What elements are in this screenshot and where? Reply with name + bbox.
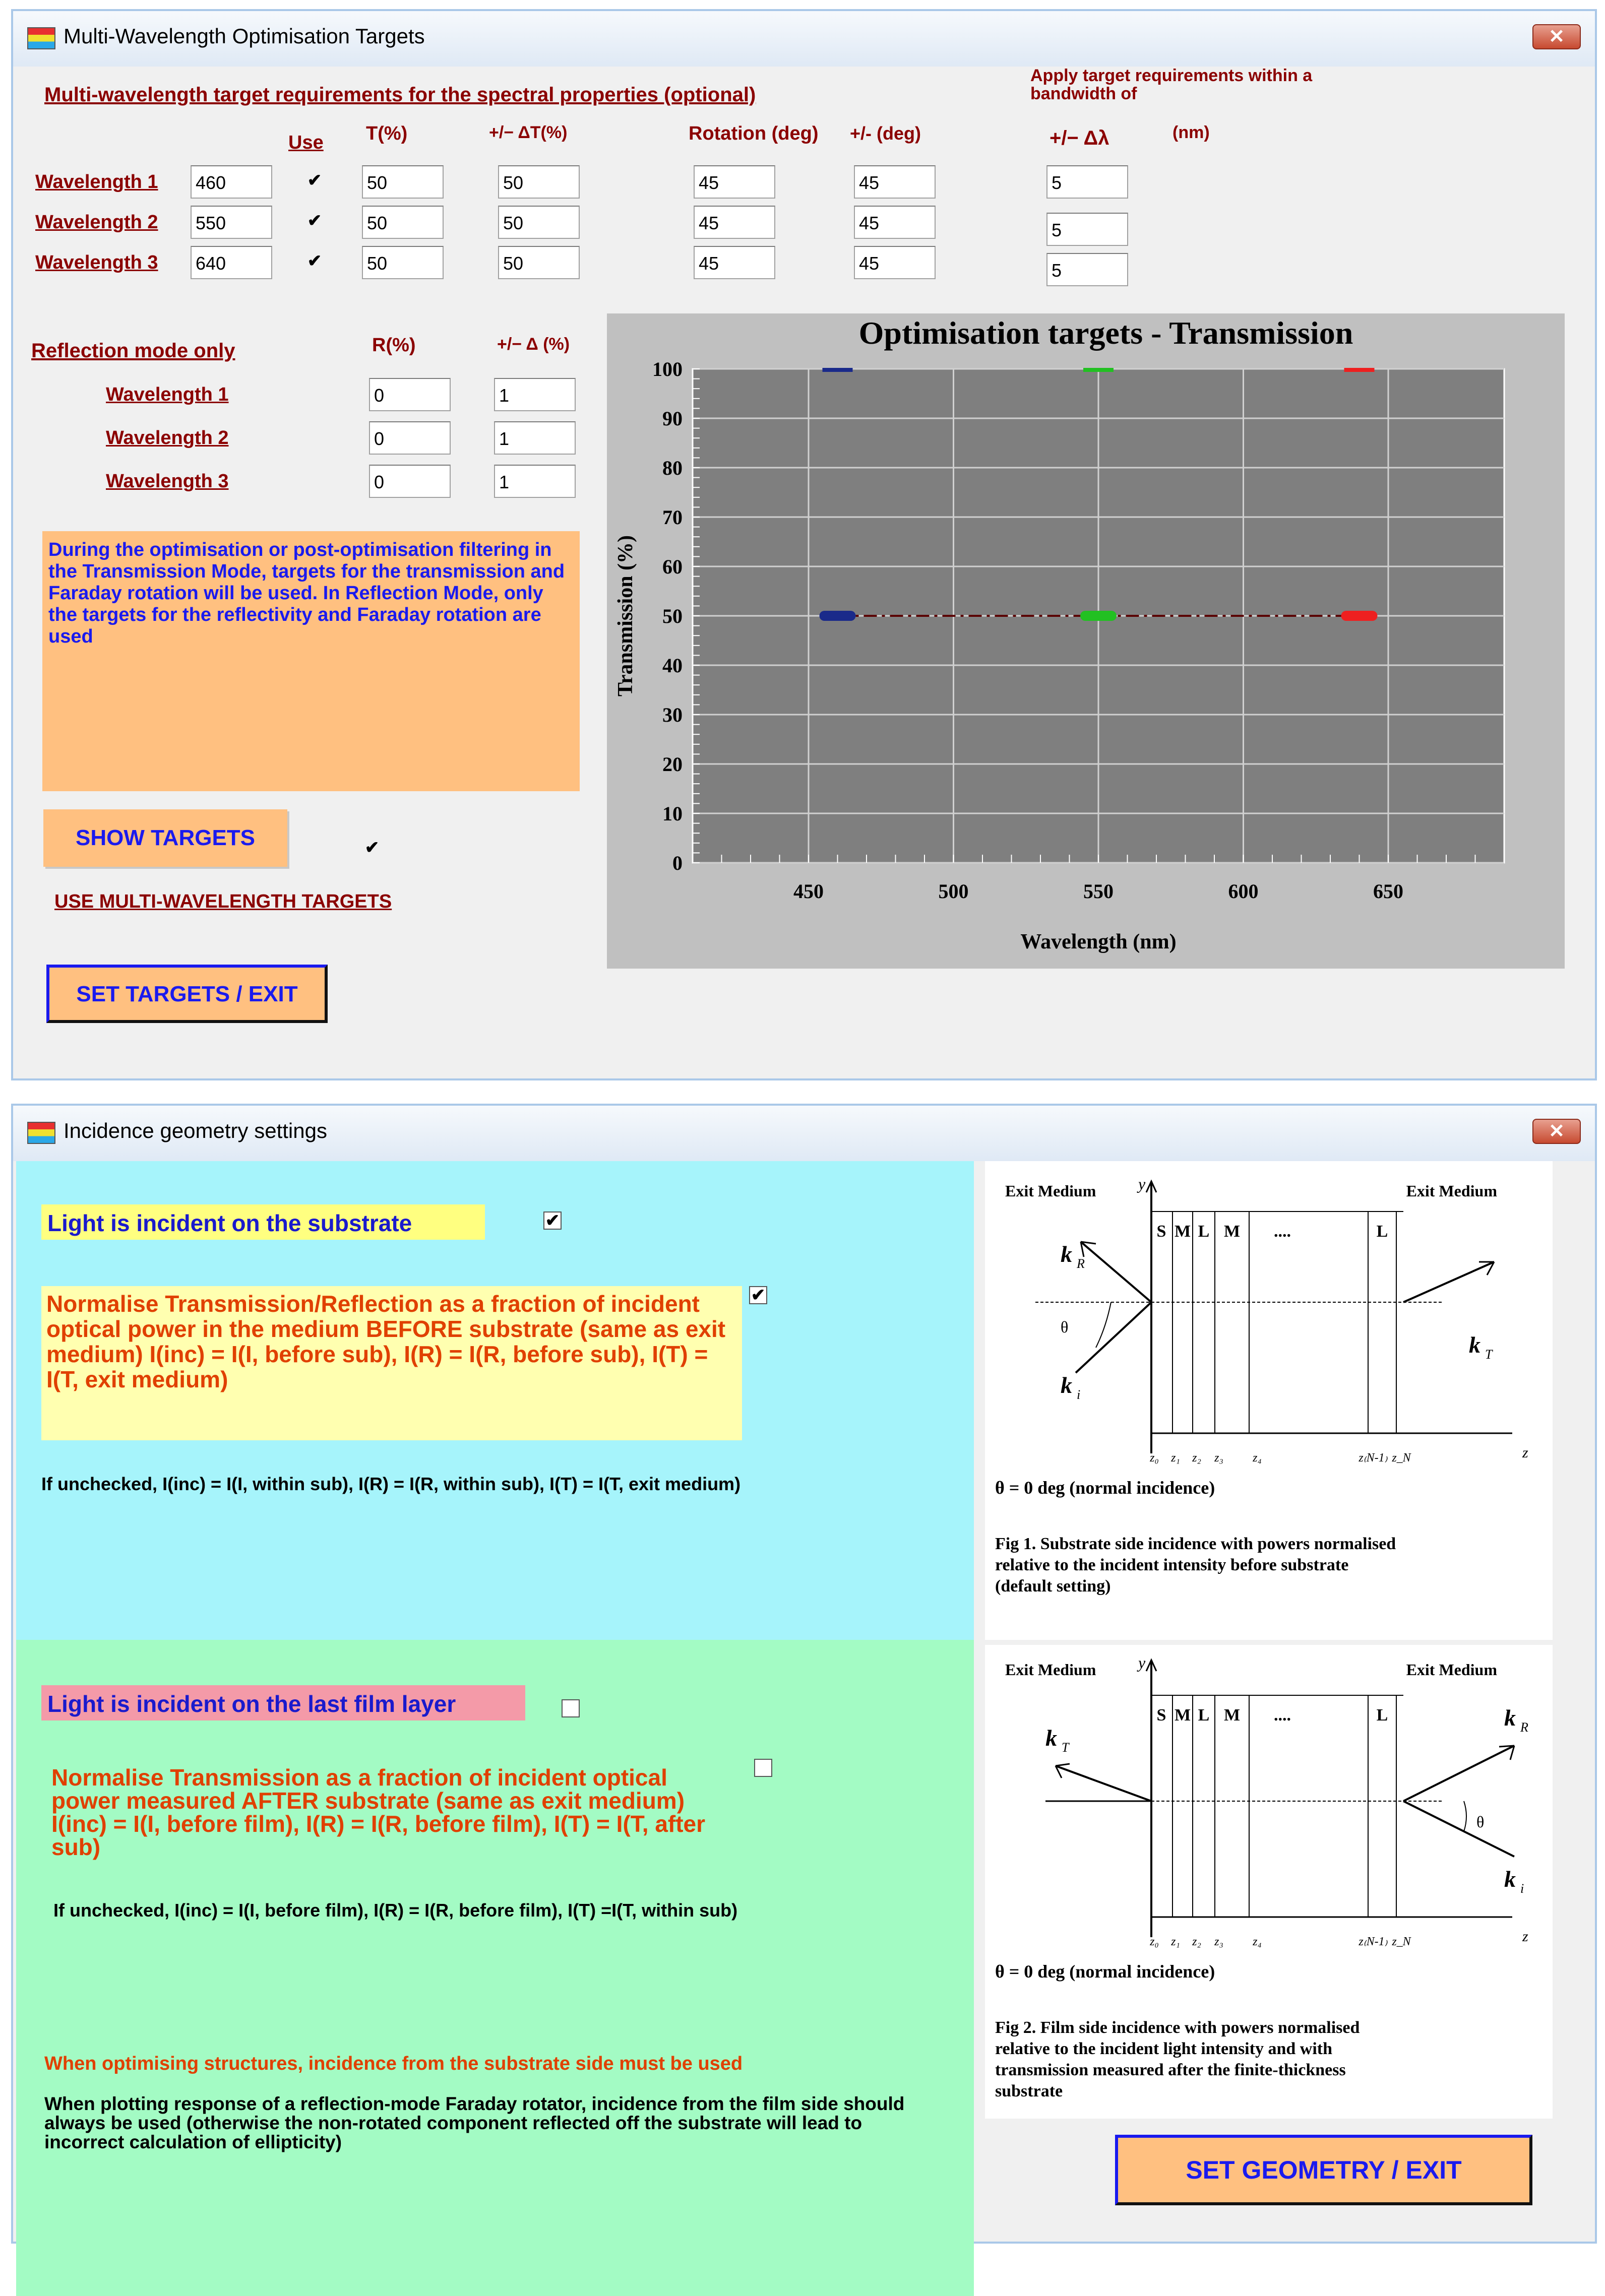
layer-label: M: [1174, 1706, 1191, 1725]
show-targets-button[interactable]: SHOW TARGETS: [43, 809, 287, 867]
z-tick-label: z₍N-1₎: [1359, 1451, 1388, 1464]
exit-medium-left: Exit Medium: [1005, 1661, 1096, 1679]
theta-label: θ: [1476, 1813, 1485, 1831]
refl-wavelength-1-r-input[interactable]: 0: [369, 378, 451, 411]
film-incidence-checkbox[interactable]: [562, 1699, 580, 1717]
k-transmitted-subscript: T: [1485, 1347, 1493, 1362]
wavelength-3-dl-input[interactable]: 5: [1046, 253, 1128, 286]
col-r: R(%): [372, 335, 416, 356]
k-reflected-label: k: [1504, 1705, 1516, 1731]
wavelength-3-t-input[interactable]: 50: [362, 246, 444, 279]
col-dl-unit: (nm): [1172, 123, 1210, 142]
geometry-window: [11, 1104, 1597, 2244]
layer-label: L: [1198, 1706, 1210, 1725]
wavelength-1-dt-input[interactable]: 50: [498, 165, 580, 199]
wavelength-2-t-input[interactable]: 50: [362, 206, 444, 239]
x-axis-label: Wavelength (nm): [1020, 930, 1177, 953]
wavelength-3-label: Wavelength 3: [35, 252, 158, 273]
y-tick-label: 20: [662, 753, 683, 776]
close-icon[interactable]: ✕: [1532, 1119, 1581, 1144]
y-tick-label: 50: [662, 605, 683, 627]
refl-wavelength-1-dr-input[interactable]: 1: [494, 378, 576, 411]
substrate-incidence-checkbox[interactable]: ✔: [543, 1211, 562, 1230]
targets-titlebar[interactable]: [13, 11, 1595, 67]
wavelength-2-label: Wavelength 2: [35, 212, 158, 233]
y-axis-letter: y: [1138, 1175, 1146, 1193]
wavelength-1-t-input[interactable]: 50: [362, 165, 444, 199]
layer-label: M: [1174, 1222, 1191, 1241]
x-tick-label: 600: [1228, 880, 1259, 903]
wavelength-2-input[interactable]: 550: [191, 206, 272, 239]
layer-label: S: [1156, 1222, 1166, 1241]
y-tick-label: 80: [662, 457, 683, 479]
refl-wavelength-3-label: Wavelength 3: [106, 471, 229, 492]
chart-title: Optimisation targets - Transmission: [858, 315, 1353, 351]
film-normalise-text: Normalise Transmission as a fraction of incident optical power measured AFTER substrate (same as exit medium) I(inc) = I(I, before film), I(R) = I(R, before film), I(T) = I(T, after sub): [51, 1764, 706, 1860]
targets-body: [13, 67, 1595, 1078]
film-normalise-checkbox[interactable]: [754, 1759, 772, 1777]
layer-label: ....: [1274, 1706, 1291, 1725]
transmission-targets-chart: [607, 313, 1565, 969]
y-axis-label: Transmission (%): [614, 535, 637, 697]
layer-label: S: [1156, 1706, 1166, 1725]
col-dt: +/− ΔT(%): [489, 123, 568, 142]
col-dr: +/− Δ (%): [497, 335, 570, 354]
col-dl: +/− Δλ: [1050, 127, 1109, 149]
k-reflected-subscript: R: [1520, 1720, 1528, 1735]
z-tick-label: z₃: [1214, 1935, 1223, 1948]
wavelength-2-use-checkbox[interactable]: ✔: [307, 211, 322, 230]
exit-medium-right: Exit Medium: [1406, 1661, 1497, 1679]
wavelength-2-dl-input[interactable]: 5: [1046, 213, 1128, 246]
wavelength-3-use-checkbox[interactable]: ✔: [307, 251, 322, 271]
refl-wavelength-2-r-input[interactable]: 0: [369, 421, 451, 455]
targets-heading: Multi-wavelength target requirements for the spectral properties (optional): [44, 84, 756, 106]
info-box: During the optimisation or post-optimisation filtering in the Transmission Mode, targets for the transmission and Faraday rotation will be used. In Reflection Mode, only the targets for the reflectivity and Faraday rotation are used: [42, 531, 580, 791]
wavelength-3-rotation-input[interactable]: 45: [694, 246, 775, 279]
refl-wavelength-3-r-input[interactable]: 0: [369, 465, 451, 498]
k-incident-subscript: i: [1520, 1881, 1524, 1896]
optimisation-warning: When optimising structures, incidence from the substrate side must be used: [44, 2053, 743, 2074]
wavelength-2-drot-input[interactable]: 45: [854, 206, 936, 239]
refl-wavelength-1-label: Wavelength 1: [106, 384, 229, 405]
z-tick-label: z_N: [1392, 1935, 1411, 1948]
app-icon: [27, 1122, 55, 1144]
y-tick-label: 70: [662, 506, 683, 529]
y-tick-label: 30: [662, 704, 683, 726]
reflection-mode-note: When plotting response of a reflection-mode Faraday rotator, incidence from the film side should always be used (otherwise the non-rotated component reflected off the substrate will lead to incorrect calculation of ellipticity): [44, 2093, 905, 2152]
incidence-angle-label: θ = 0 deg (normal incidence): [995, 1961, 1215, 1982]
set-targets-exit-button[interactable]: SET TARGETS / EXIT: [46, 965, 328, 1023]
y-tick-label: 90: [662, 407, 683, 430]
layer-label: M: [1223, 1222, 1241, 1241]
wavelength-1-input[interactable]: 460: [191, 165, 272, 199]
figure-caption: Fig 2. Film side incidence with powers normalised relative to the incident light intensity and with transmission measured after the finite-thickness substrate: [995, 2018, 1360, 2100]
reflection-heading: Reflection mode only: [31, 340, 235, 362]
layer-label: L: [1198, 1222, 1210, 1241]
incidence-angle-label: θ = 0 deg (normal incidence): [995, 1478, 1215, 1498]
app-icon: [27, 27, 55, 49]
y-tick-label: 60: [662, 555, 683, 578]
figure-caption: Fig 1. Substrate side incidence with powers normalised relative to the incident intensity before substrate (default setting): [995, 1535, 1396, 1596]
wavelength-3-dt-input[interactable]: 50: [498, 246, 580, 279]
z-tick-label: z₀: [1150, 1451, 1159, 1464]
film-incidence-label: Light is incident on the last film layer: [41, 1685, 525, 1720]
substrate-incidence-label: Light is incident on the substrate: [41, 1204, 485, 1240]
wavelength-3-drot-input[interactable]: 45: [854, 246, 936, 279]
k-incident-label: k: [1504, 1866, 1516, 1892]
exit-medium-right: Exit Medium: [1406, 1182, 1497, 1200]
layer-label: ....: [1274, 1222, 1291, 1241]
close-icon[interactable]: ✕: [1532, 24, 1581, 49]
z-tick-label: z₀: [1150, 1935, 1159, 1948]
z-tick-label: z₂: [1192, 1935, 1201, 1948]
layer-label: M: [1223, 1706, 1241, 1725]
set-geometry-exit-button[interactable]: SET GEOMETRY / EXIT: [1115, 2135, 1532, 2205]
z-axis-letter: z: [1522, 1928, 1528, 1945]
y-axis-letter: y: [1138, 1653, 1146, 1672]
k-reflected-subscript: R: [1077, 1256, 1085, 1271]
y-tick-label: 0: [672, 852, 683, 874]
wavelength-3-input[interactable]: 640: [191, 246, 272, 279]
window-title: Incidence geometry settings: [64, 1119, 327, 1142]
wavelength-1-label: Wavelength 1: [35, 171, 158, 193]
wavelength-1-drot-input[interactable]: 45: [854, 165, 936, 199]
y-tick-label: 10: [662, 802, 683, 825]
x-tick-label: 450: [793, 880, 824, 903]
wavelength-1-use-checkbox[interactable]: ✔: [307, 171, 322, 190]
refl-wavelength-2-dr-input[interactable]: 1: [494, 421, 576, 455]
x-tick-label: 500: [938, 880, 969, 903]
x-tick-label: 650: [1373, 880, 1403, 903]
z-tick-label: z₄: [1253, 1451, 1262, 1464]
k-transmitted-label: k: [1469, 1332, 1480, 1358]
z-tick-label: z₄: [1253, 1935, 1262, 1948]
z-tick-label: z₍N-1₎: [1359, 1935, 1388, 1948]
z-tick-label: z_N: [1392, 1451, 1411, 1464]
bandwidth-note: Apply target requirements within a bandwidth of: [1030, 66, 1313, 103]
z-tick-label: z₁: [1171, 1451, 1180, 1464]
x-tick-label: 550: [1083, 880, 1114, 903]
y-tick-label: 40: [662, 654, 683, 677]
layer-label: L: [1376, 1706, 1388, 1725]
fig2-film-diagram: [985, 1645, 1553, 2119]
use-multi-wavelength-label: USE MULTI-WAVELENGTH TARGETS: [54, 891, 392, 912]
substrate-normalise-checkbox[interactable]: ✔: [749, 1286, 767, 1304]
wavelength-2-rotation-input[interactable]: 45: [694, 206, 775, 239]
col-t: T(%): [366, 123, 408, 144]
refl-wavelength-2-label: Wavelength 2: [106, 427, 229, 449]
refl-wavelength-3-dr-input[interactable]: 1: [494, 465, 576, 498]
use-multi-wavelength-checkbox[interactable]: ✔: [364, 838, 380, 857]
wavelength-1-dl-input[interactable]: 5: [1046, 165, 1128, 199]
geometry-body: [13, 1161, 1595, 2242]
y-tick-label: 100: [652, 358, 683, 380]
z-tick-label: z₃: [1214, 1451, 1223, 1464]
k-transmitted-label: k: [1045, 1725, 1057, 1751]
col-rotation: Rotation (deg): [689, 123, 819, 144]
z-axis-letter: z: [1522, 1444, 1528, 1461]
col-drot: +/- (deg): [850, 123, 921, 144]
k-reflected-label: k: [1061, 1241, 1072, 1267]
col-use: Use: [288, 132, 324, 153]
geometry-titlebar[interactable]: [13, 1106, 1595, 1161]
film-panel: [16, 1640, 974, 2296]
substrate-unchecked-note: If unchecked, I(inc) = I(I, within sub), I(R) = I(R, within sub), I(T) = I(T, exit medium): [41, 1474, 741, 1494]
theta-label: θ: [1061, 1318, 1069, 1336]
targets-window: [11, 9, 1597, 1080]
wavelength-2-dt-input[interactable]: 50: [498, 206, 580, 239]
k-incident-subscript: i: [1077, 1387, 1081, 1402]
film-unchecked-note: If unchecked, I(inc) = I(I, before film), I(R) = I(R, before film), I(T) =I(T, within sub): [53, 1900, 738, 1921]
substrate-normalise-text: Normalise Transmission/Reflection as a fraction of incident optical power in the medium BEFORE substrate (same as exit medium) I(inc) = I(I, before sub), I(R) = I(R, before sub), I(T) = I(T, exit medium): [41, 1286, 742, 1440]
layer-label: L: [1376, 1222, 1388, 1241]
z-tick-label: z₂: [1192, 1451, 1201, 1464]
window-title: Multi-Wavelength Optimisation Targets: [64, 24, 425, 48]
k-incident-label: k: [1061, 1372, 1072, 1398]
exit-medium-left: Exit Medium: [1005, 1182, 1096, 1200]
z-tick-label: z₁: [1171, 1935, 1180, 1948]
k-transmitted-subscript: T: [1062, 1740, 1069, 1755]
fig1-substrate-diagram: [985, 1161, 1553, 1640]
wavelength-1-rotation-input[interactable]: 45: [694, 165, 775, 199]
